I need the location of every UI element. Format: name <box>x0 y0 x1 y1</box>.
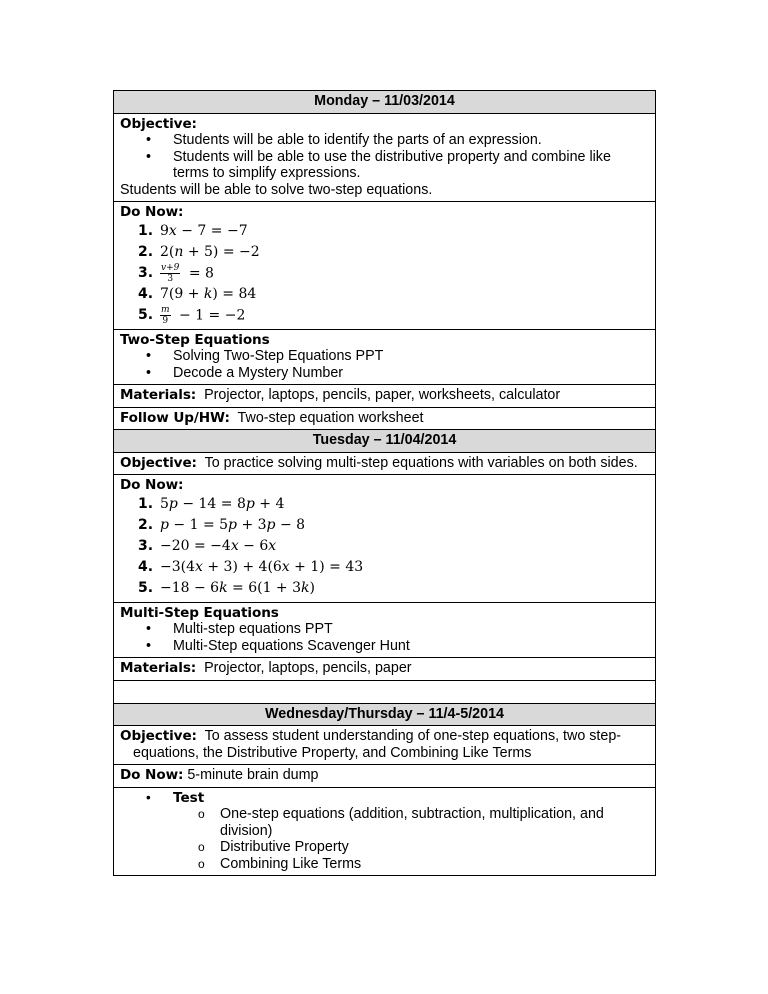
activity-item: • Multi-Step equations Scavenger Hunt <box>120 638 649 655</box>
followup-text: Two-step equation worksheet <box>237 409 424 426</box>
test-topic-item: o Distributive Property <box>120 839 649 856</box>
activity-item: • Multi-step equations PPT <box>120 621 649 638</box>
objective-list <box>120 132 649 182</box>
equation-number: 3. <box>138 537 154 554</box>
materials-cell <box>114 385 656 408</box>
day-header-wednesday: Wednesday/Thursday – 11/4-5/2014 <box>114 703 656 726</box>
equation-number: 4. <box>138 558 154 575</box>
test-topic-list <box>120 806 649 872</box>
equation: 9𝑥 − 7 = −7 <box>160 222 248 239</box>
materials-text: Projector, laptops, pencils, paper, worksheets, calculator <box>204 387 561 403</box>
materials-label: Materials: <box>120 387 197 403</box>
equation-item <box>120 515 649 536</box>
objective-extra: Students will be able to solve two-step equations. <box>120 181 433 198</box>
do-now-label: Do Now: <box>120 477 184 493</box>
equation-number: 1. <box>138 495 154 512</box>
equation-item <box>120 263 649 284</box>
fraction <box>160 305 171 326</box>
section-title: Multi-Step Equations <box>120 604 279 621</box>
equation-number: 3. <box>138 264 154 281</box>
equation: 2(𝑛 + 5) = −2 <box>160 243 260 260</box>
fraction-denominator: 9 <box>162 315 169 326</box>
activity-item: • Decode a Mystery Number <box>120 365 649 382</box>
equation: −3(4𝑥 + 3) + 4(6𝑥 + 1) = 43 <box>160 558 364 575</box>
day-header-monday: Monday – 11/03/2014 <box>114 91 656 114</box>
do-now-label: Do Now: <box>120 204 184 220</box>
section-title: Two-Step Equations <box>120 331 270 348</box>
materials-label: Materials: <box>120 660 197 676</box>
equation: 5𝑝 − 14 = 8𝑝 + 4 <box>160 495 285 512</box>
objective-item: • Students will be able to use the distributive property and combine like terms to simplify expressions. <box>120 149 649 182</box>
followup-label: Follow Up/HW: <box>120 409 230 426</box>
empty-row <box>114 680 656 703</box>
activity-cell <box>114 329 656 385</box>
equation-number: 2. <box>138 516 154 533</box>
equation-number: 5. <box>138 579 154 596</box>
test-topic-item: o One-step equations (addition, subtraction, multiplication, and division) <box>120 806 649 839</box>
equation <box>160 263 214 284</box>
do-now-text: 5-minute brain dump <box>187 767 319 783</box>
objective-item: • Students will be able to identify the parts of an expression. <box>120 132 649 149</box>
objective-text: To practice solving multi-step equations with variables on both sides. <box>204 454 638 471</box>
equation-item <box>120 305 649 326</box>
equation-item <box>120 284 649 305</box>
activity-cell <box>114 602 656 658</box>
test-cell <box>114 787 656 876</box>
equation-number: 5. <box>138 306 154 323</box>
lesson-plan-document <box>113 90 656 876</box>
equation-rest: − 1 = −2 <box>179 307 246 323</box>
objective-cell <box>114 452 656 475</box>
equation-item <box>120 578 649 599</box>
do-now-label: Do Now: <box>120 767 184 783</box>
fraction <box>160 263 180 284</box>
test-label: • Test <box>120 790 649 807</box>
objective-cell <box>114 726 656 765</box>
do-now-cell <box>114 202 656 330</box>
equation-item <box>120 242 649 263</box>
objective-block <box>120 728 649 761</box>
equation-item <box>120 557 649 578</box>
equation <box>160 305 245 326</box>
objective-cell <box>114 113 656 202</box>
test-topic-item: o Combining Like Terms <box>120 856 649 873</box>
equation-item <box>120 536 649 557</box>
materials-cell <box>114 658 656 681</box>
equation: −18 − 6𝑘 = 6(1 + 3𝑘) <box>160 579 315 596</box>
objective-label: Objective: <box>120 728 197 744</box>
equation-item <box>120 221 649 242</box>
do-now-list <box>120 221 649 326</box>
activity-list <box>120 621 649 654</box>
materials-text: Projector, laptops, pencils, paper <box>204 660 412 676</box>
objective-label: Objective: <box>120 115 197 132</box>
equation-number: 2. <box>138 243 154 260</box>
do-now-list <box>120 494 649 599</box>
equation-number: 4. <box>138 285 154 302</box>
objective-label: Objective: <box>120 454 197 471</box>
equation-number: 1. <box>138 222 154 239</box>
equation: 𝑝 − 1 = 5𝑝 + 3𝑝 − 8 <box>160 516 306 533</box>
fraction-denominator: 3 <box>167 273 174 284</box>
activity-item: • Solving Two-Step Equations PPT <box>120 348 649 365</box>
do-now-cell <box>114 765 656 788</box>
day-header-tuesday: Tuesday – 11/04/2014 <box>114 430 656 453</box>
equation-rest: = 8 <box>188 265 214 281</box>
equation: −20 = −4𝑥 − 6𝑥 <box>160 537 277 554</box>
equation-item <box>120 494 649 515</box>
lesson-plan-table <box>113 90 656 876</box>
objective-text: To assess student understanding of one-step equations, two step-equations, the Distributive Property, and Combining Like Terms <box>133 728 622 761</box>
equation: 7(9 + 𝑘) = 84 <box>160 285 257 302</box>
fraction-numerator: 𝑚 <box>161 304 170 315</box>
activity-list <box>120 348 649 381</box>
followup-cell <box>114 407 656 430</box>
fraction-numerator: 𝑣+9 <box>161 262 180 273</box>
do-now-cell <box>114 475 656 603</box>
